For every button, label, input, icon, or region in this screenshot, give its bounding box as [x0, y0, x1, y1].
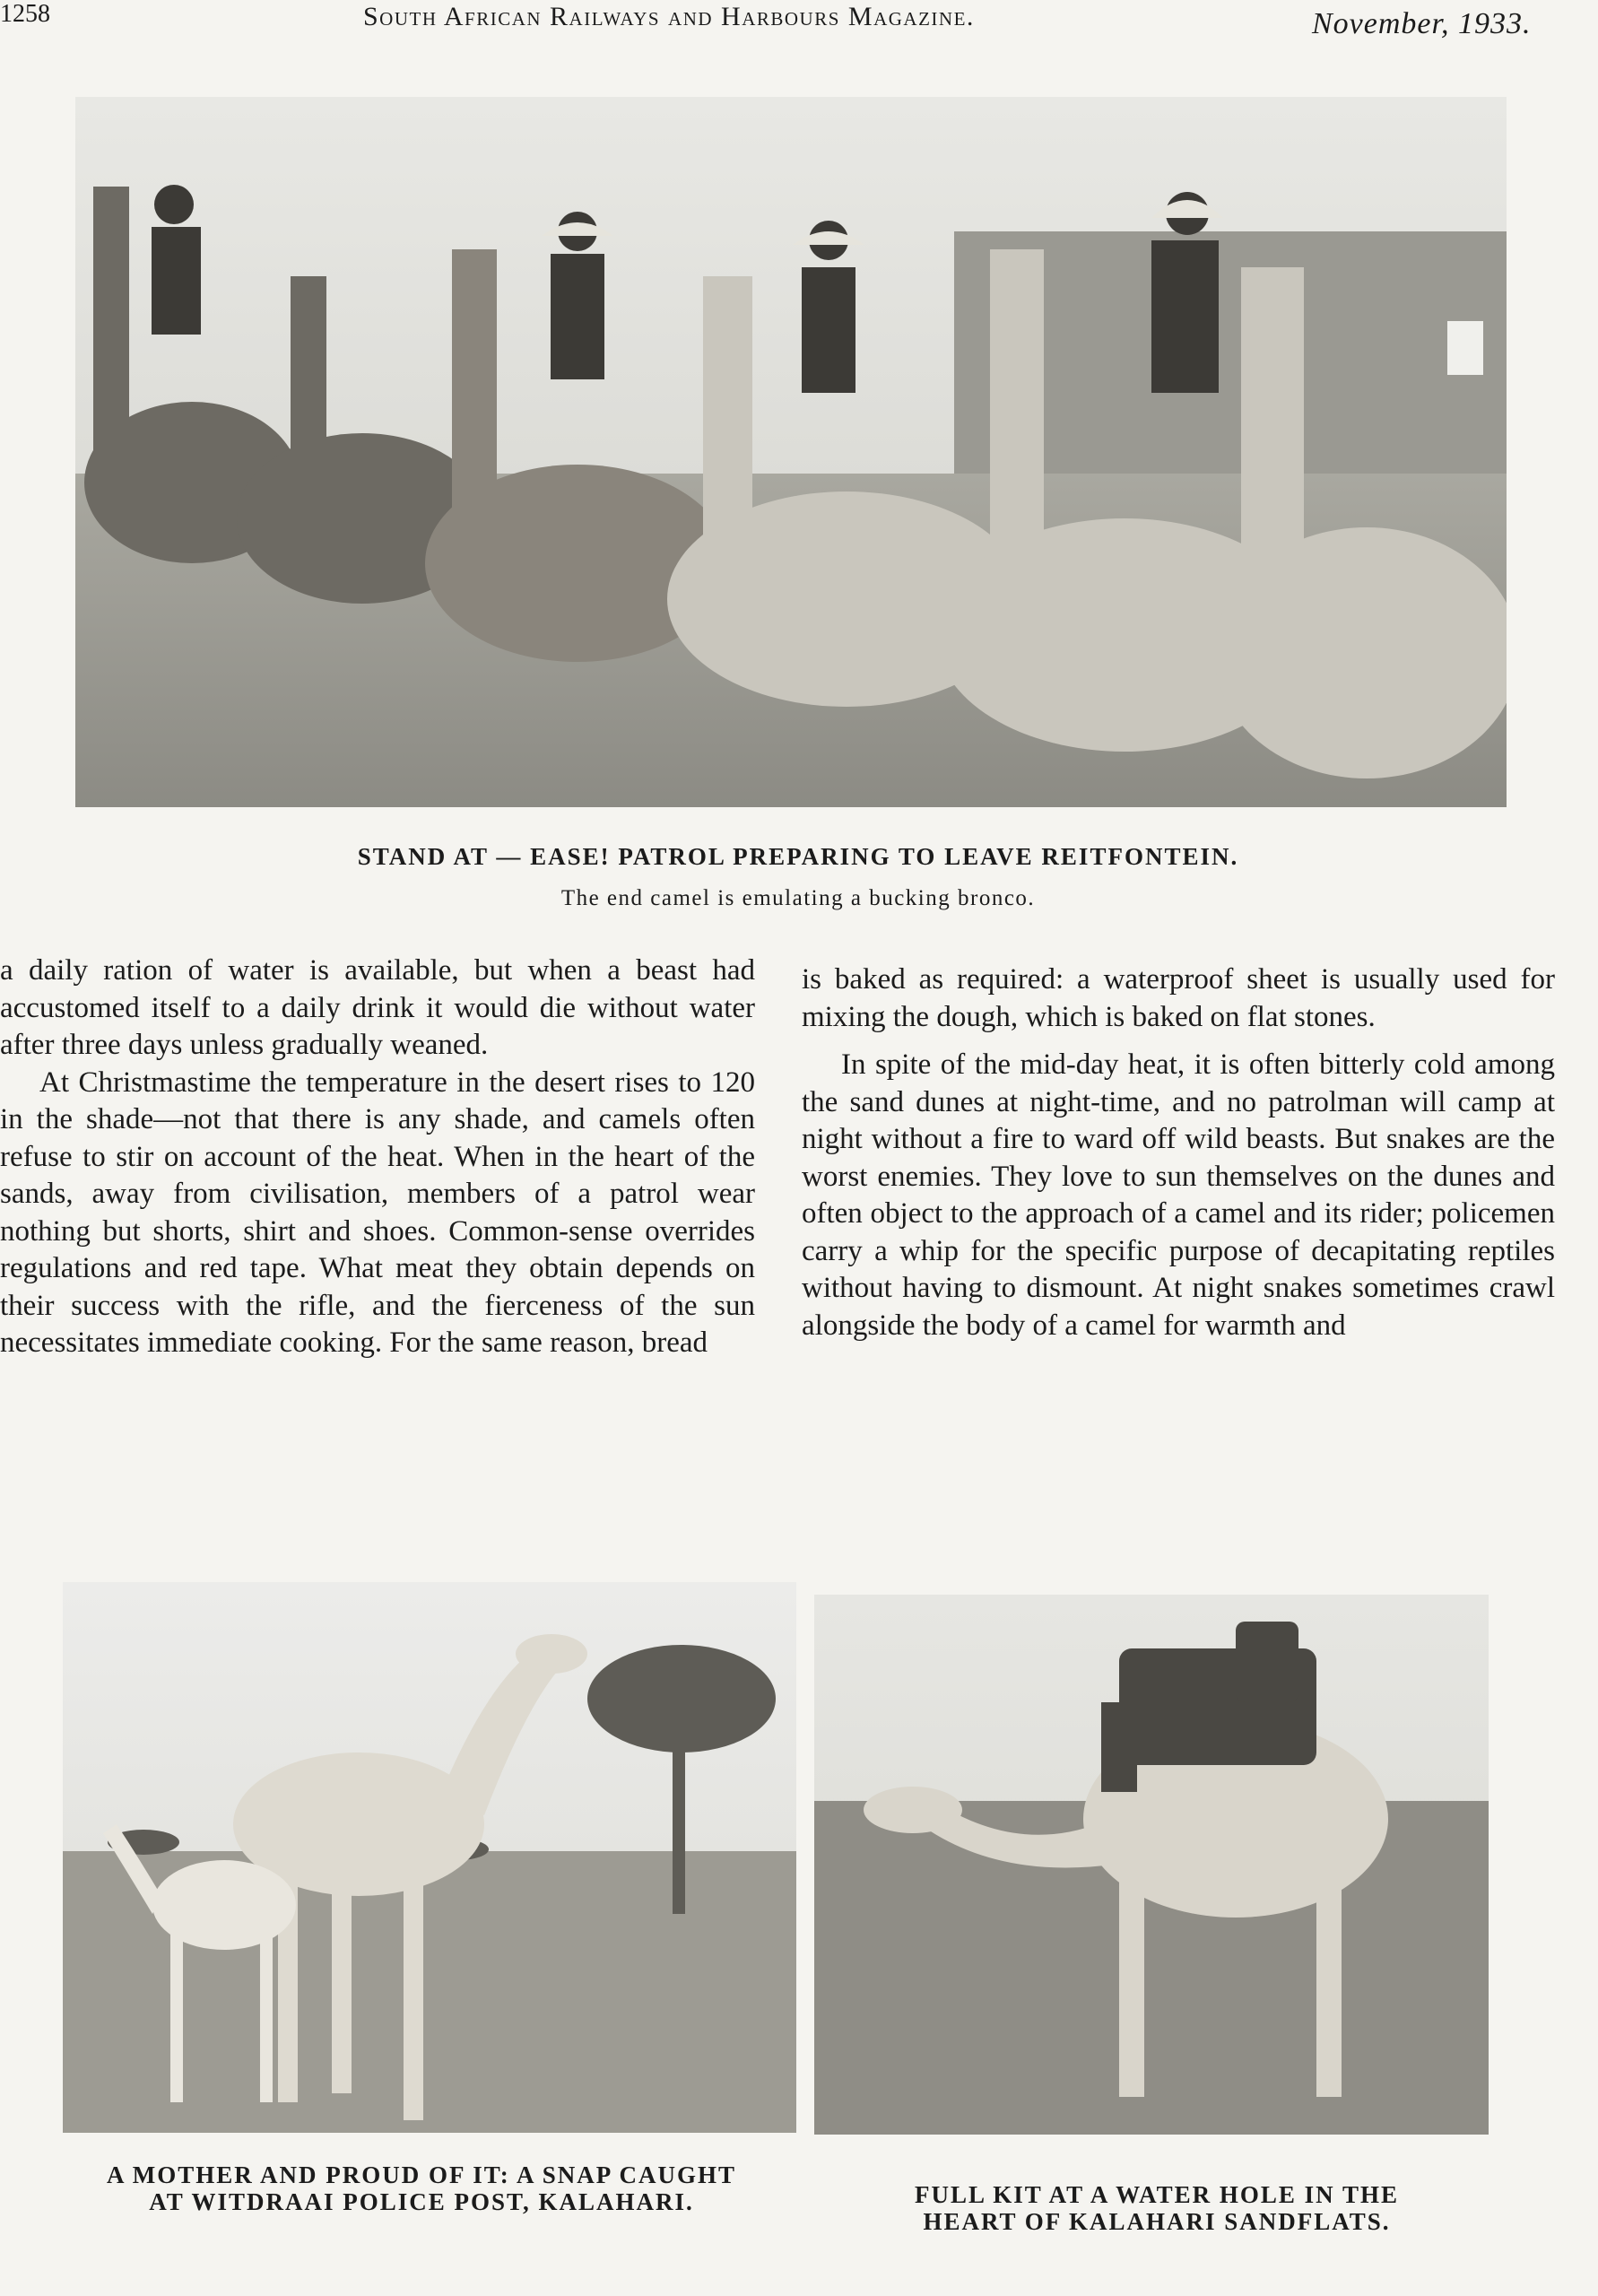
caption-line: A MOTHER AND PROUD OF IT: A SNAP CAUGHT [106, 2161, 737, 2188]
issue-date: November, 1933. [1312, 7, 1532, 40]
article-paragraph: is baked as required: a waterproof sheet is usually used for mixing the dough, which is baked on flat stones. [802, 963, 1555, 1033]
camel-patrol-photo [75, 97, 1507, 807]
bottom-right-caption [807, 2181, 1507, 2235]
article-left-column [0, 952, 755, 1362]
caption-line: AT WITDRAAI POLICE POST, KALAHARI. [149, 2188, 694, 2215]
top-photo-caption: STAND AT — EASE! PATROL PREPARING TO LEAVE REITFONTEIN. [357, 843, 1239, 870]
article-right-column [802, 961, 1555, 1344]
mother-camel-image [63, 1582, 796, 2133]
bottom-left-caption [54, 2161, 789, 2215]
page-number: 1258 [0, 0, 50, 28]
loaded-camel-photo [814, 1595, 1489, 2135]
top-photo-subcaption: The end camel is emulating a bucking bronco. [560, 886, 1036, 910]
caption-line: HEART OF KALAHARI SANDFLATS. [923, 2208, 1391, 2235]
camel-patrol-image [75, 97, 1507, 807]
caption-line: FULL KIT AT A WATER HOLE IN THE [915, 2181, 1399, 2208]
article-paragraph: At Christmastime the temperature in the desert rises to 120 in the shade—not that there is any shade, and camels often refuse to stir on account of the heat. When in the heart of the sands, away from civilisation, members of a patrol wear nothing but shorts, shirt and shoes. Common-sense overrides regulations and red tape. What meat they obtain depends on their success with the rifle, and the fierceness of the sun necessitates immediate cooking. For the same reason, bread [0, 1065, 755, 1359]
article-paragraph: a daily ration of water is available, but when a beast had accustomed itself to a daily drink it would die without water after three days unless gradually weaned. [0, 954, 755, 1061]
loaded-camel-image [814, 1595, 1489, 2135]
mother-camel-photo [63, 1582, 796, 2133]
magazine-title: South African Railways and Harbours Magazine. [363, 2, 975, 31]
article-paragraph: In spite of the mid-day heat, it is often bitterly cold among the sand dunes at night-time, and no patrolman will camp at night without a fire to ward off wild beasts. But snakes are the worst enemies. They love to sun themselves on the dunes and often object to the approach of a camel and its rider; policemen carry a whip for the specific purpose of decapitating reptiles without having to dismount. At night snakes sometimes crawl alongside the body of a camel for warmth and [802, 1048, 1555, 1342]
